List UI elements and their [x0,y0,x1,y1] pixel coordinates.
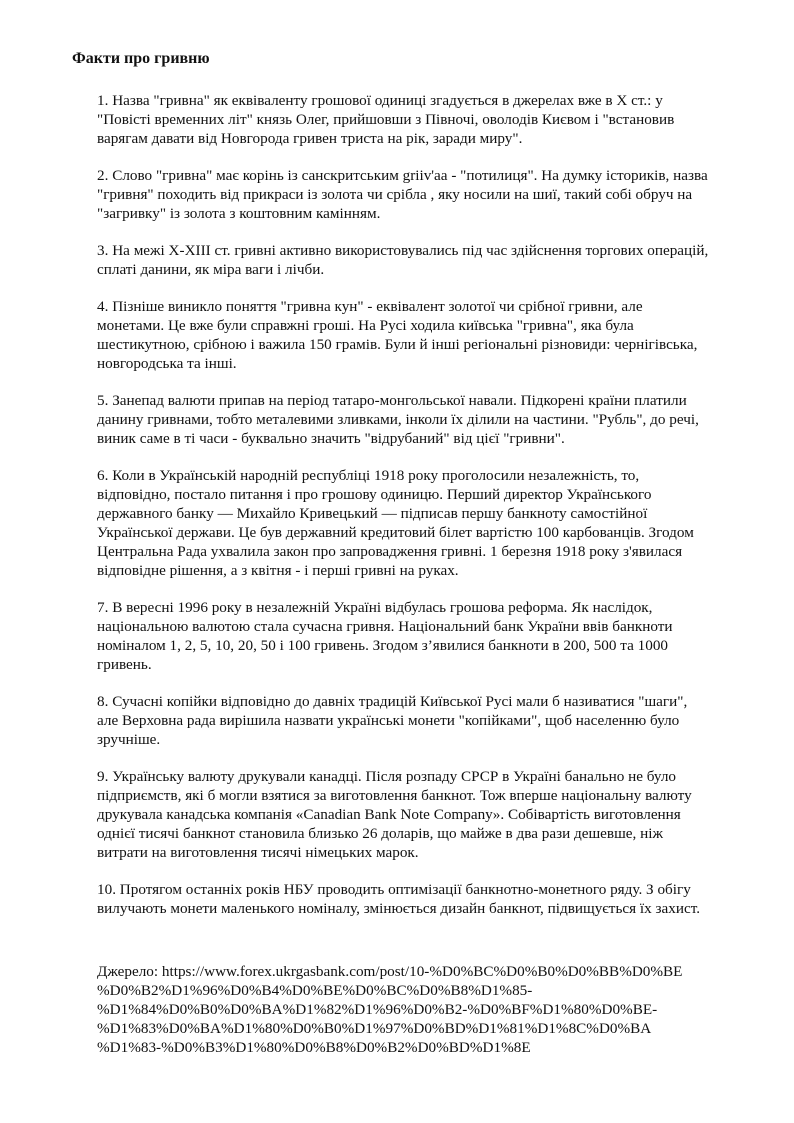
fact-text-line: номіналом 1, 2, 5, 10, 20, 50 і 100 гривень. Згодом з’явилися банкноти в 200, 500 та 1000 [97,637,669,654]
fact-text-line: 1. Назва "гривна" як еквіваленту грошової одиниці згадується в джерелах вже в X ст.: у [97,92,663,109]
fact-item [97,767,757,862]
fact-text-line: національною валютою стала сучасна гривня. Національний банк України ввів банкноти [97,618,673,635]
fact-text-line: гривень. [97,656,152,673]
fact-text-line: шестикутною, срібною і важила 150 грамів. Були й інші регіональні різновиди: чернігівська, [97,336,698,353]
fact-item [97,466,757,580]
fact-item [97,598,757,674]
fact-text-line: сплаті данини, як міра ваги і лічби. [97,261,325,278]
fact-text-line: однієї тисячі банкнот становила близько 26 доларів, що майже в два рази дешевше, ніж [97,825,663,842]
fact-text-line: зручніше. [97,731,161,748]
fact-text-line: виник саме в ті часи - буквально значить "відрубаний" від цієї "гривни". [97,430,565,447]
fact-text-line: відповідне рішення, а з квітня - і перші гривні на руках. [97,562,459,579]
source-url-line: %D0%B2%D1%96%D0%B4%D0%BE%D0%BC%D0%B8%D1%85- [97,982,533,999]
fact-item [97,91,757,148]
fact-text-line: Української держави. Це був державний кредитовий білет вартістю 100 карбованців. Згодом [97,524,694,541]
fact-text-line: 5. Занепад валюти припав на період татаро-монгольської навали. Підкорені країни платили [97,392,687,409]
fact-text-line: 6. Коли в Українській народній республіці 1918 року проголосили незалежність, то, [97,467,640,484]
fact-item [97,297,757,373]
fact-text-line: данину гривнами, тобто металевими зливками, інколи їх ділили на частини. "Рубль", до речі, [97,411,699,428]
fact-text-line: "загривку" із золота з коштовним камінням. [97,205,381,222]
document-title: Факти про гривню [72,50,210,67]
fact-text-line: відповідно, постало питання і про грошову одиницю. Перший директор Українського [97,486,652,503]
fact-item [97,241,757,279]
source-url-line: %D1%83%D0%BA%D1%80%D0%B0%D1%97%D0%BD%D1%81%D1%8C%D0%BA [97,1020,652,1037]
fact-text-line: 3. На межі X-XIII ст. гривні активно використовувались під час здійснення торгових операцій, [97,242,709,259]
fact-text-line: вилучають монети маленького номіналу, змінюється дизайн банкнот, підвищується їх захист. [97,900,700,917]
fact-text-line: друкувала канадська компанія «Canadian Bank Note Company». Собівартість виготовлення [97,806,681,823]
fact-text-line: 9. Українську валюту друкували канадці. Після розпаду СРСР в Україні банально не було [97,768,676,785]
fact-text-line: державного банку — Михайло Кривецький — підписав першу банкноту самостійної [97,505,648,522]
fact-text-line: монетами. Це вже були справжні гроші. На Русі ходила київська "гривна", яка була [97,317,634,334]
fact-text-line: новгородська та інші. [97,355,237,372]
fact-item [97,166,757,223]
fact-text-line: Центральна Рада ухвалила закон про запровадження гривні. 1 березня 1918 року з'явилася [97,543,683,560]
source-url-line: %D1%83-%D0%B3%D1%80%D0%B8%D0%B2%D0%BD%D1%8E [97,1039,531,1056]
source-reference [97,962,757,1057]
fact-text-line: 7. В вересні 1996 року в незалежній Україні відбулась грошова реформа. Як наслідок, [97,599,653,616]
fact-text-line: 4. Пізніше виникло поняття "гривна кун" - еквівалент золотої чи срібної гривни, але [97,298,643,315]
source-url-line: %D1%84%D0%B0%D0%BA%D1%82%D1%96%D0%B2-%D0%BF%D1%80%D0%BE- [97,1001,658,1018]
fact-item [97,692,757,749]
facts-list [97,91,757,936]
fact-text-line: "гривня" походить від прикраси із золота чи срібла , яку носили на шиї, такий собі обруч на [97,186,693,203]
fact-item [97,880,757,918]
fact-text-line: але Верховна рада вирішила назвати українські монети "копійками", щоб населенню було [97,712,680,729]
fact-item [97,391,757,448]
fact-text-line: витрати на виготовлення тисячі німецьких марок. [97,844,419,861]
fact-text-line: варягам давати від Новгорода гривен триста на рік, заради миру". [97,130,523,147]
fact-text-line: 2. Слово "гривна" має корінь із санскритським griiv'aa - "потилиця". На думку істориків, назва [97,167,708,184]
source-url-line: Джерело: https://www.forex.ukrgasbank.com/post/10-%D0%BC%D0%B0%D0%BB%D0%BE [97,963,683,980]
fact-text-line: 10. Протягом останніх років НБУ проводить оптимізації банкнотно-монетного ряду. З обігу [97,881,691,898]
fact-text-line: підприємств, які б могли взятися за виготовлення банкнот. Тож вперше національну валюту [97,787,692,804]
fact-text-line: 8. Сучасні копійки відповідно до давніх традицій Київської Русі мали б називатися "шаги", [97,693,688,710]
fact-text-line: "Повісті временних літ" князь Олег, прийшовши з Півночі, оволодів Києвом і "встановив [97,111,675,128]
